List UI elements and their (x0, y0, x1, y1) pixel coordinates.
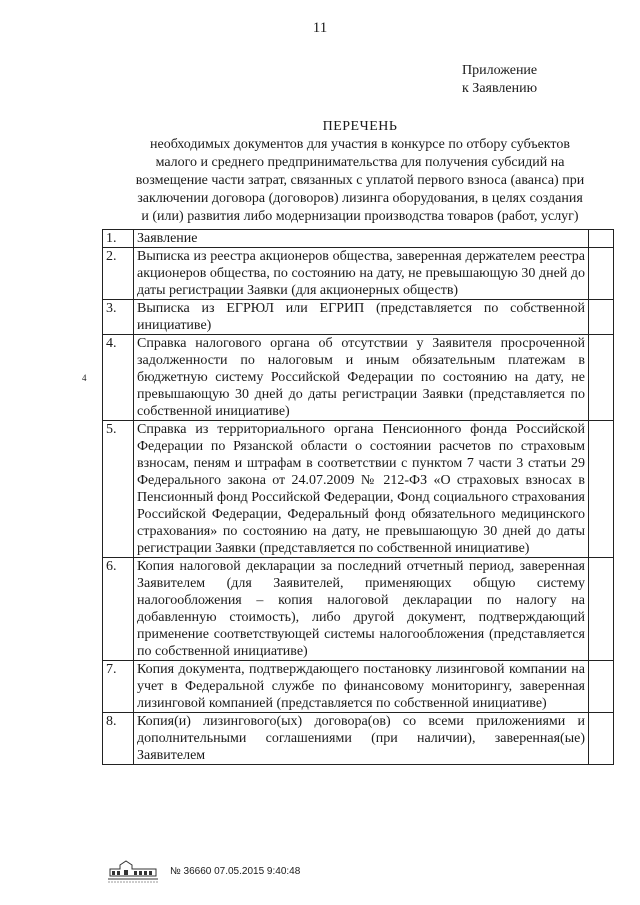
table-row (103, 300, 614, 335)
table-row (103, 248, 614, 300)
margin-mark: 4 (82, 373, 87, 383)
item-text: Справка из территориального органа Пенсионного фонда Российской Федерации по Рязанской области о состоянии расчетов по страховым взносам, пеням и штрафам в соответствии с пунктом 7 части 3 статьи 29 Федерального закона от 24.07.2009 № 212-ФЗ «О страховых взносах в Пенсионный фонд Российской Федерации, Фонд социального страхования Российской Федерации, Федеральный фонд обязательного медицинского страхования» по состоянию на дату, не превышающую 30 дней до даты регистрации Заявки (представляется по собственной инициативе) (134, 421, 589, 558)
item-number: 3. (103, 300, 134, 335)
item-text: Заявление (134, 230, 589, 248)
item-number: 2. (103, 248, 134, 300)
page-number: 11 (312, 20, 328, 36)
heading-subtitle-line: заключении договора (договоров) лизинга оборудования, в целях создания (137, 191, 583, 206)
heading-title: ПЕРЕЧЕНЬ (322, 119, 398, 134)
heading-subtitle-line: и (или) развития либо модернизации производства товаров (работ, услуг) (141, 209, 579, 224)
item-check-cell (589, 335, 614, 421)
item-check-cell (589, 248, 614, 300)
heading-subtitle-line: малого и среднего предпринимательства для получения субсидий на (155, 155, 565, 170)
document-heading (100, 118, 620, 226)
appendix-line-1: Приложение (462, 63, 538, 78)
item-text: Копия документа, подтверждающего постановку лизинговой компании на учет в Федеральной службе по финансовому мониторингу, заверенная лизинговой компанией (представляется по собственной инициативе) (134, 661, 589, 713)
item-number: 5. (103, 421, 134, 558)
item-text: Копия налоговой декларации за последний отчетный период, заверенная Заявителем (для Заявителей, применяющих общую систему налогообложения – копия налоговой декларации по налогу на добавленную стоимость), либо другой документ, подтверждающий применение соответствующей системы налогообложения (представляется по собственной инициативе) (134, 558, 589, 661)
appendix-line-2: к Заявлению (462, 81, 538, 96)
document-registration-id: № 36660 07.05.2015 9:40:48 (170, 865, 301, 877)
heading-subtitle-line: возмещение части затрат, связанных с уплатой первого взноса (аванса) при (135, 173, 585, 188)
table-row (103, 230, 614, 248)
footer (102, 858, 300, 884)
heading-subtitle-line: необходимых документов для участия в конкурсе по отбору субъектов (150, 137, 570, 152)
item-check-cell (589, 421, 614, 558)
table-row (103, 713, 614, 765)
item-number: 1. (103, 230, 134, 248)
item-check-cell (589, 300, 614, 335)
item-text: Копия(и) лизингового(ых) договора(ов) со всеми приложениями и дополнительными соглашениями (при наличии), заверенная(ые) Заявителем (134, 713, 589, 765)
item-check-cell (589, 558, 614, 661)
item-number: 7. (103, 661, 134, 713)
registry-stamp-icon (102, 858, 164, 884)
table-row (103, 421, 614, 558)
item-check-cell (589, 661, 614, 713)
item-text: Справка налогового органа об отсутствии у Заявителя просроченной задолженности по налоговым и иным обязательным платежам в бюджетную систему Российской Федерации по состоянию на дату, не превышающую 30 дней до даты регистрации Заявки (представляется по собственной инициативе) (134, 335, 589, 421)
table-row (103, 661, 614, 713)
item-check-cell (589, 230, 614, 248)
documents-table (102, 229, 614, 765)
table-row (103, 335, 614, 421)
appendix-label (462, 62, 537, 98)
table-row (103, 558, 614, 661)
item-number: 8. (103, 713, 134, 765)
item-text: Выписка из ЕГРЮЛ или ЕГРИП (представляется по собственной инициативе) (134, 300, 589, 335)
item-check-cell (589, 713, 614, 765)
item-number: 6. (103, 558, 134, 661)
item-number: 4. (103, 335, 134, 421)
item-text: Выписка из реестра акционеров общества, заверенная держателем реестра акционеров общества, по состоянию на дату, не превышающую 30 дней до даты регистрации Заявки (для акционерных обществ) (134, 248, 589, 300)
